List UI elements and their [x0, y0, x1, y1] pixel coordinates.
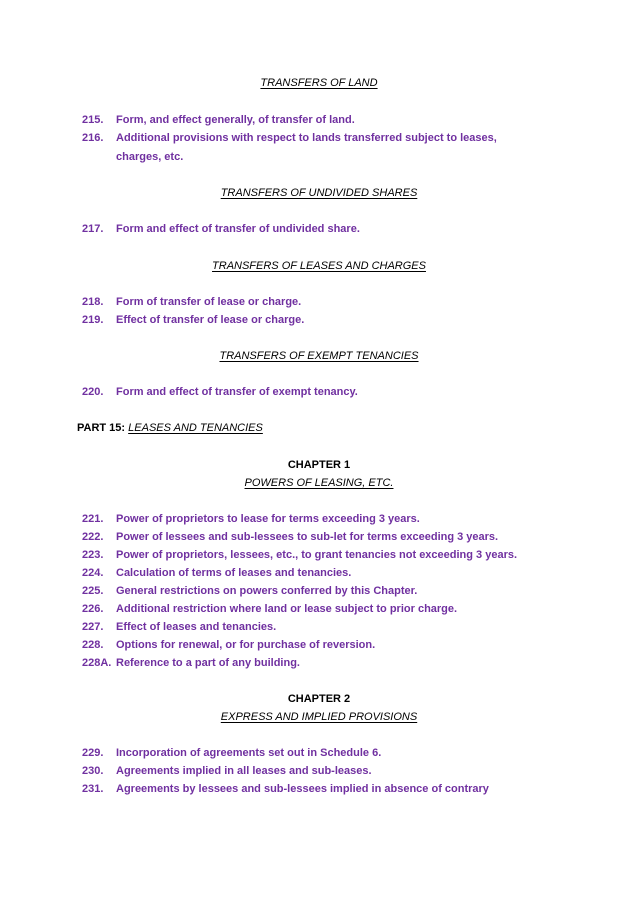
section-title: Agreements by lessees and sub-lessees implied in absence of contrary — [116, 783, 489, 795]
section-title: Form and effect of transfer of exempt tenancy. — [116, 386, 358, 398]
section-title: Power of lessees and sub-lessees to sub-let for terms exceeding 3 years. — [116, 531, 499, 543]
section-title: Additional provisions with respect to lands transferred subject to leases, — [116, 132, 497, 144]
section-number: 226. — [82, 603, 104, 615]
chapter-1-title: POWERS OF LEASING, ETC. — [244, 477, 394, 489]
part-label: PART 15: — [77, 422, 126, 434]
chapter-1-number: CHAPTER 1 — [287, 459, 351, 471]
chapter-2-number: CHAPTER 2 — [287, 693, 351, 705]
section-title: Form and effect of transfer of undivided share. — [116, 223, 360, 235]
section-number: 219. — [82, 314, 104, 326]
section-title: Reference to a part of any building. — [116, 657, 300, 669]
section-number: 221. — [82, 513, 104, 525]
heading-transfers-of-exempt-tenancies: TRANSFERS OF EXEMPT TENANCIES — [219, 350, 419, 362]
section-number: 218. — [82, 296, 104, 308]
section-title: Form, and effect generally, of transfer of land. — [116, 114, 355, 126]
section-number: 229. — [82, 747, 104, 759]
part-title: LEASES AND TENANCIES — [128, 422, 263, 434]
section-title: Incorporation of agreements set out in Schedule 6. — [116, 747, 382, 759]
section-number: 222. — [82, 531, 104, 543]
heading-transfers-of-land: TRANSFERS OF LAND — [260, 77, 378, 89]
section-number: 228A. — [82, 657, 112, 669]
section-title: Effect of leases and tenancies. — [116, 621, 277, 633]
section-number: 223. — [82, 549, 104, 561]
chapter-2-title: EXPRESS AND IMPLIED PROVISIONS — [220, 711, 418, 723]
section-title: Power of proprietors, lessees, etc., to grant tenancies not exceeding 3 years. — [116, 549, 518, 561]
part-heading — [77, 421, 263, 435]
section-title-continuation: charges, etc. — [116, 151, 184, 163]
section-number: 225. — [82, 585, 104, 597]
section-number: 228. — [82, 639, 104, 651]
section-title: Agreements implied in all leases and sub-leases. — [116, 765, 372, 777]
heading-transfers-of-undivided-shares: TRANSFERS OF UNDIVIDED SHARES — [220, 187, 418, 199]
section-number: 216. — [82, 132, 104, 144]
section-number: 230. — [82, 765, 104, 777]
section-title: Calculation of terms of leases and tenancies. — [116, 567, 352, 579]
section-title: Options for renewal, or for purchase of reversion. — [116, 639, 376, 651]
section-number: 231. — [82, 783, 104, 795]
section-title: Additional restriction where land or lease subject to prior charge. — [116, 603, 458, 615]
section-number: 215. — [82, 114, 104, 126]
section-number: 224. — [82, 567, 104, 579]
section-title: Effect of transfer of lease or charge. — [116, 314, 305, 326]
section-number: 220. — [82, 386, 104, 398]
section-title: Form of transfer of lease or charge. — [116, 296, 302, 308]
section-number: 227. — [82, 621, 104, 633]
section-title: General restrictions on powers conferred by this Chapter. — [116, 585, 418, 597]
section-number: 217. — [82, 223, 104, 235]
heading-transfers-of-leases-and-charges: TRANSFERS OF LEASES AND CHARGES — [212, 260, 426, 272]
section-title: Power of proprietors to lease for terms exceeding 3 years. — [116, 513, 420, 525]
